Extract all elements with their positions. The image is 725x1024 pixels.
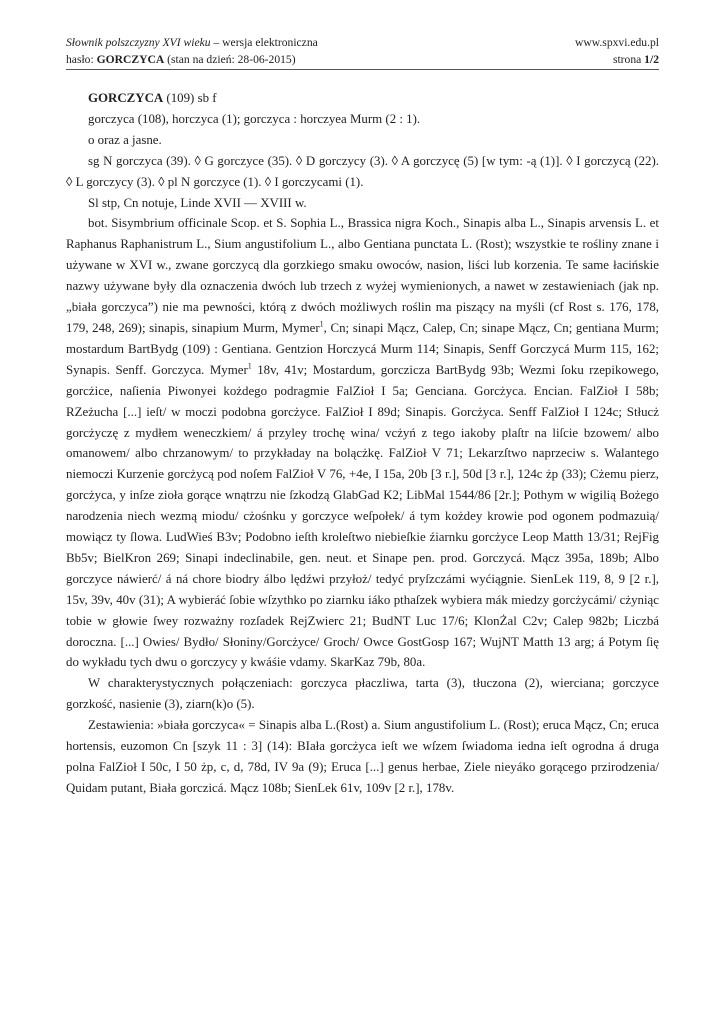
edition-label: wersja elektroniczna <box>222 36 318 49</box>
document-header-right <box>575 34 659 68</box>
page-indicator <box>575 51 659 68</box>
page-current: 1 <box>644 53 650 66</box>
dictionary-title: Słownik polszczyzny XVI wieku <box>66 36 211 49</box>
headword: GORCZYCA <box>88 91 164 105</box>
document-header-left <box>66 34 318 68</box>
entry-body <box>66 88 659 799</box>
entry-word: GORCZYCA <box>96 53 165 66</box>
header-divider <box>66 69 659 70</box>
entry-label: hasło: <box>66 53 97 66</box>
inflection-paragraph: sg N gorczyca (39). ◊ G gorczyce (35). ◊ D gorczycy (3). ◊ A gorczycę (5) [w tym: -ą (1)]. ◊ I gorczycą (22). ◊ L gorczycy (3). ◊ pl N gorczyce (1). ◊ I gorczycami (1). <box>66 153 659 189</box>
headword-line <box>66 88 659 109</box>
headword-tail: (109) sb f <box>163 91 217 105</box>
page-total: /2 <box>649 53 659 66</box>
collocations-paragraph: W charakterystycznych połączeniach: gorczyca płaczliwa, tarta (3), tłuczona (2), wierciana; gorczyce gorzkość, nasienie (3), ziarn(k)o (5). <box>66 676 659 712</box>
compounds-paragraph: Zestawienia: »biała gorczyca« = Sinapis alba L.(Rost) a. Sium angustifolium L. (Rost); eruca Mącz, Cn; eruca hortensis, euzomon Cn [szyk 11 : 3] (14): BIała gorcżyca ieſt we wſzem ſwiadoma iedna ieſt ogrodna á druga polna FalZioł I 50c, I 50 żp, c, d, 78d, IV 9a (9); Eruca [...] genus herbae, Ziele nieyáko gorącego przirodzenia/ Quidam putant, Biała gorczicá. Mącz 108b; SienLek 61v, 109v [2 r.], 178v. <box>66 718 659 795</box>
citations-part-two: 18v, 41v; Mostardum, gorczicza BartBydg 93b; Wezmi ſoku rzepikowego, gorcżice, naſienia Piwonyei kożdego podragmie FalZioł I 5a; Genciana. Gorcżyca. Encian. FalZioł I 58b; RZeżucha [...] ieſt/ w moczi podobna gorcżyce. FalZioł I 89d; Sinapis. Gorcżyca. Senff FalZioł I 124c; Stłucż gorcżyczę z mydłem weneczkiem/ á przyley trochę wina/ vcżyń z tego iakoby plaſtr na liſcie bzowem/ albo omanowem/ albo chrzanowym/ to przykładay na bolącżkę. FalZioł V 71; Lekarzſtwo naprzeciw s. Walantego niemoczi Kurzenie gorcżycą pod noſem FalZioł V 76, +4e, I 15a, 20b [3 r.], 50d [3 r.], 124c żp (33); Cżemu pierz, gorcżyca, y inſze zioła gorące wnątrzu nie ſzkodzą GlabGad K2; LibMal 1544/86 [2r.]; Pothym w wigilią Bożego narodzenia niech wezmą miodu/ cżośnku y gorczyce weſpołek/ á tym kożdey krowie pod ogonem podmazuią/ mowiącz ty ſlowa. LudWieś B3v; Podobno ieſth kroleſtwo niebieſkie źiarnku gorcżyce Leop Matth 13/31; RejFig Bb5v; BielKron 269; Sinapi indeclinabile, gen. neut. et Sinape pen. prod. Gorczycá. Mącz 395a, 189b; Albo gorczyce náwierć/ á ná chore biodry álbo lędźwi przyłoż/ tedyć pryſzczámi wyćiągnie. SienLek 119, 8, 9 [2 r.], 15v, 39v, 40v (31); A wybieráć ſobie wſzythko po ziarnku iáko pthaſzek wybiera mák miedzy gorcżycámi/ cżyniąc tobie w głowie ſwey rozważny rozſadek RejZwierc 21; BudNT Luc 17/6; KlonŻal C2v; Calep 982b; Liczbá doroczna. [...] Owies/ Bydło/ Słoniny/Gorcżyce/ Groch/ Owce GostGosp 167; WujNT Matth 13 arg; á Potym ſię do wykładu tych dwu o gorczycy y kwáśie vdamy. SkarKaz 79b, 80a. <box>66 362 659 670</box>
definition-intro: bot. Sisymbrium officinale Scop. et S. Sophia L., Brassica nigra Koch., Sinapis alba L., Sinapis arvensis L. et Raphanus Raphanistrum L., Sium angustifolium L., albo Gentiana punctata L. (Rost); wszystkie te rośliny znane i używane w XVI w., zwane gorczycą dla gorzkiego smaku owoców, nasion, liści lub korzenia. Te same łacińskie nazwy używane były dla oznaczenia dwóch lub trzech z wyżej wymienionych, a nawet w zestawieniach (jak np. „biała gorczyca”) nie ma pewności, którą z dwóch możliwych roślin ma piszący na myśli (cf Rost s. 176, 178, 179, 248, 269); sinapis, sinapium Murm, Mymer <box>66 216 659 335</box>
edition-separator: – <box>210 36 223 49</box>
superscript-one: 1 <box>319 319 324 329</box>
entry-status: (stan na dzień: 28-06-2015) <box>164 53 296 66</box>
page-label: strona <box>612 53 645 66</box>
site-url[interactable]: www.spxvi.edu.pl <box>575 36 659 49</box>
other-dictionaries-line: Sl stp, Cn notuje, Linde XVII — XVIII w. <box>88 195 307 210</box>
forms-line: gorczyca (108), horczyca (1); gorczyca : horczyea Murm (2 : 1). <box>88 111 421 126</box>
citations-part-one: , Cn; sinapi Mącz, Calep, Cn; sinape Mącz, Cn; gentiana Murm; mostardum BartBydg (109) : Gentiana. Gentzion Horczycá Murm 114; Sinapis, Senff Gorczycá Murm 115, 162; Synapis. Senff. Gorczyca. Mymer <box>66 320 659 377</box>
phonetics-line: o oraz a jasne. <box>88 132 162 147</box>
superscript-two: 1 <box>247 361 252 371</box>
dictionary-title-line <box>66 34 318 51</box>
entry-status-line <box>66 51 318 68</box>
definition-paragraph <box>66 213 659 673</box>
